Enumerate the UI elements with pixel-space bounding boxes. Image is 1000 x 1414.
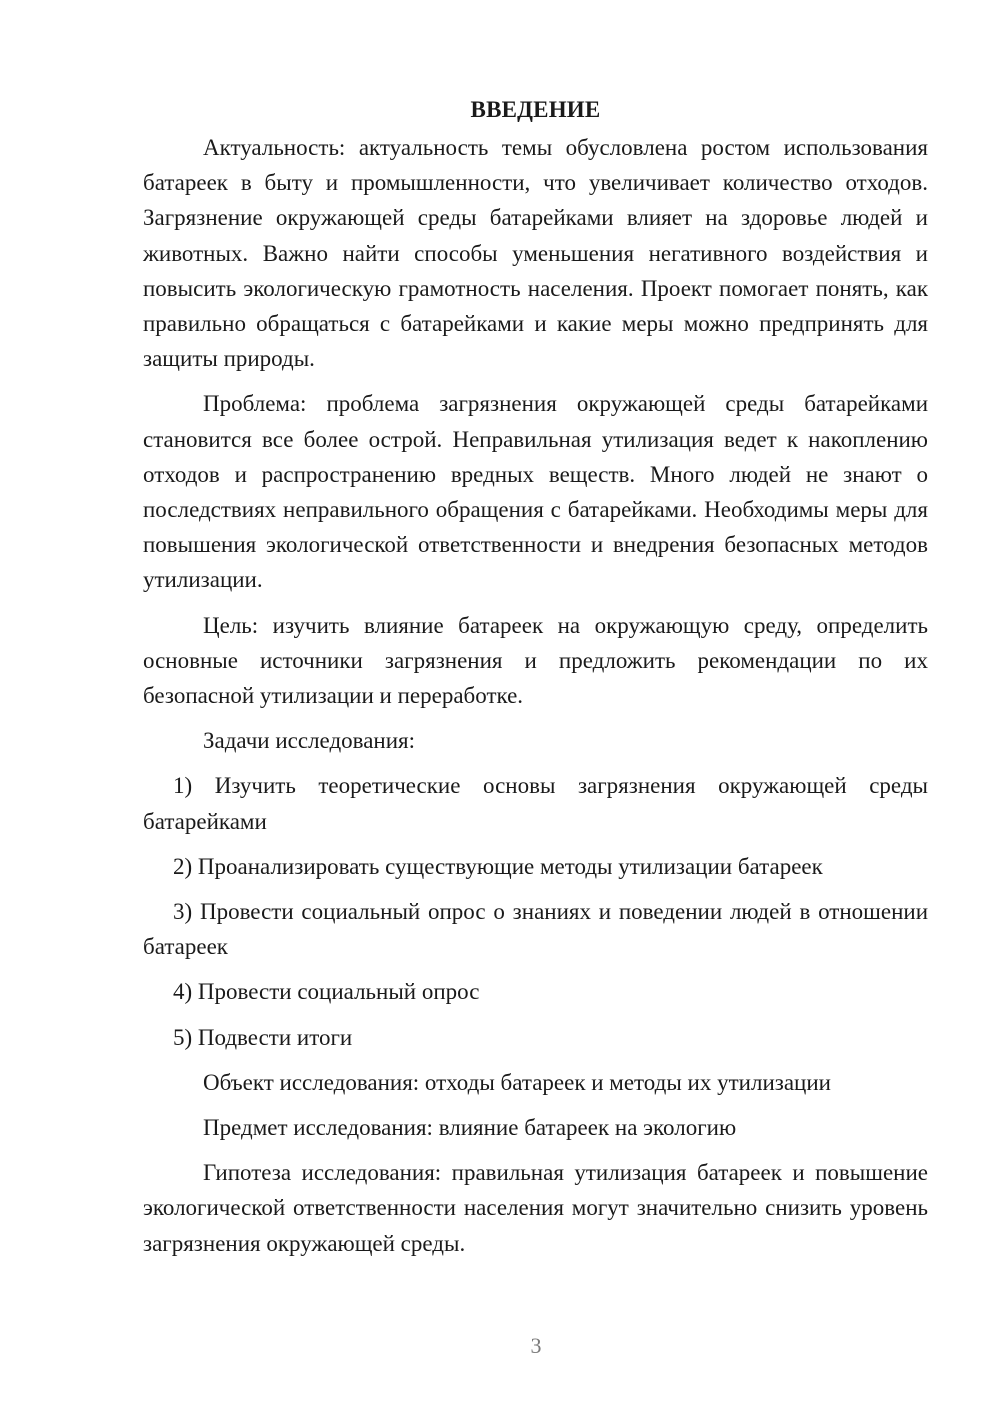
task-item-2: 2) Проанализировать существующие методы утилизации батареек: [173, 853, 823, 879]
problem-paragraph: Проблема: проблема загрязнения окружающей среды батарейками становится все более острой. Неправильная утилизация ведет к накоплению отходов и распространению вредных веществ. Много людей не знают о последствиях неправильного обращения с батарейками. Необходимы меры для повышения экологической ответственности и внедрения безопасных методов утилизации.: [143, 391, 928, 593]
relevance-paragraph: Актуальность: актуальность темы обусловлена ростом использования батареек в быту и промышленности, что увеличивает количество отходов. Загрязнение окружающей среды батарейками влияет на здоровье людей и животных. Важно найти способы уменьшения негативного воздействия и повысить экологическую грамотность населения. Проект помогает понять, как правильно обращаться с батарейками и какие меры можно предпринять для защиты природы.: [143, 135, 928, 372]
goal-paragraph: Цель: изучить влияние батареек на окружающую среду, определить основные источники загрязнения и предложить рекомендации по их безопасной утилизации и переработке.: [143, 612, 928, 709]
task-item-3: 3) Провести социальный опрос о знаниях и поведении людей в отношении батареек: [143, 899, 928, 960]
page-number: 3: [530, 1333, 542, 1358]
task-item-1: 1) Изучить теоретические основы загрязнения окружающей среды батарейками: [143, 773, 928, 834]
tasks-title: Задачи исследования:: [203, 728, 416, 754]
section-heading: ВВЕДЕНИЕ: [470, 97, 601, 122]
task-item-5: 5) Подвести итоги: [173, 1024, 353, 1050]
hypothesis-paragraph: Гипотеза исследования: правильная утилизация батареек и повышение экологической ответственности населения могут значительно снизить уровень загрязнения окружающей среды.: [143, 1160, 928, 1256]
task-item-4: 4) Провести социальный опрос: [173, 979, 480, 1005]
document-page: [143, 92, 928, 1271]
subject-paragraph: Предмет исследования: влияние батареек на экологию: [203, 1115, 737, 1141]
object-paragraph: Объект исследования: отходы батареек и методы их утилизации: [203, 1069, 831, 1095]
